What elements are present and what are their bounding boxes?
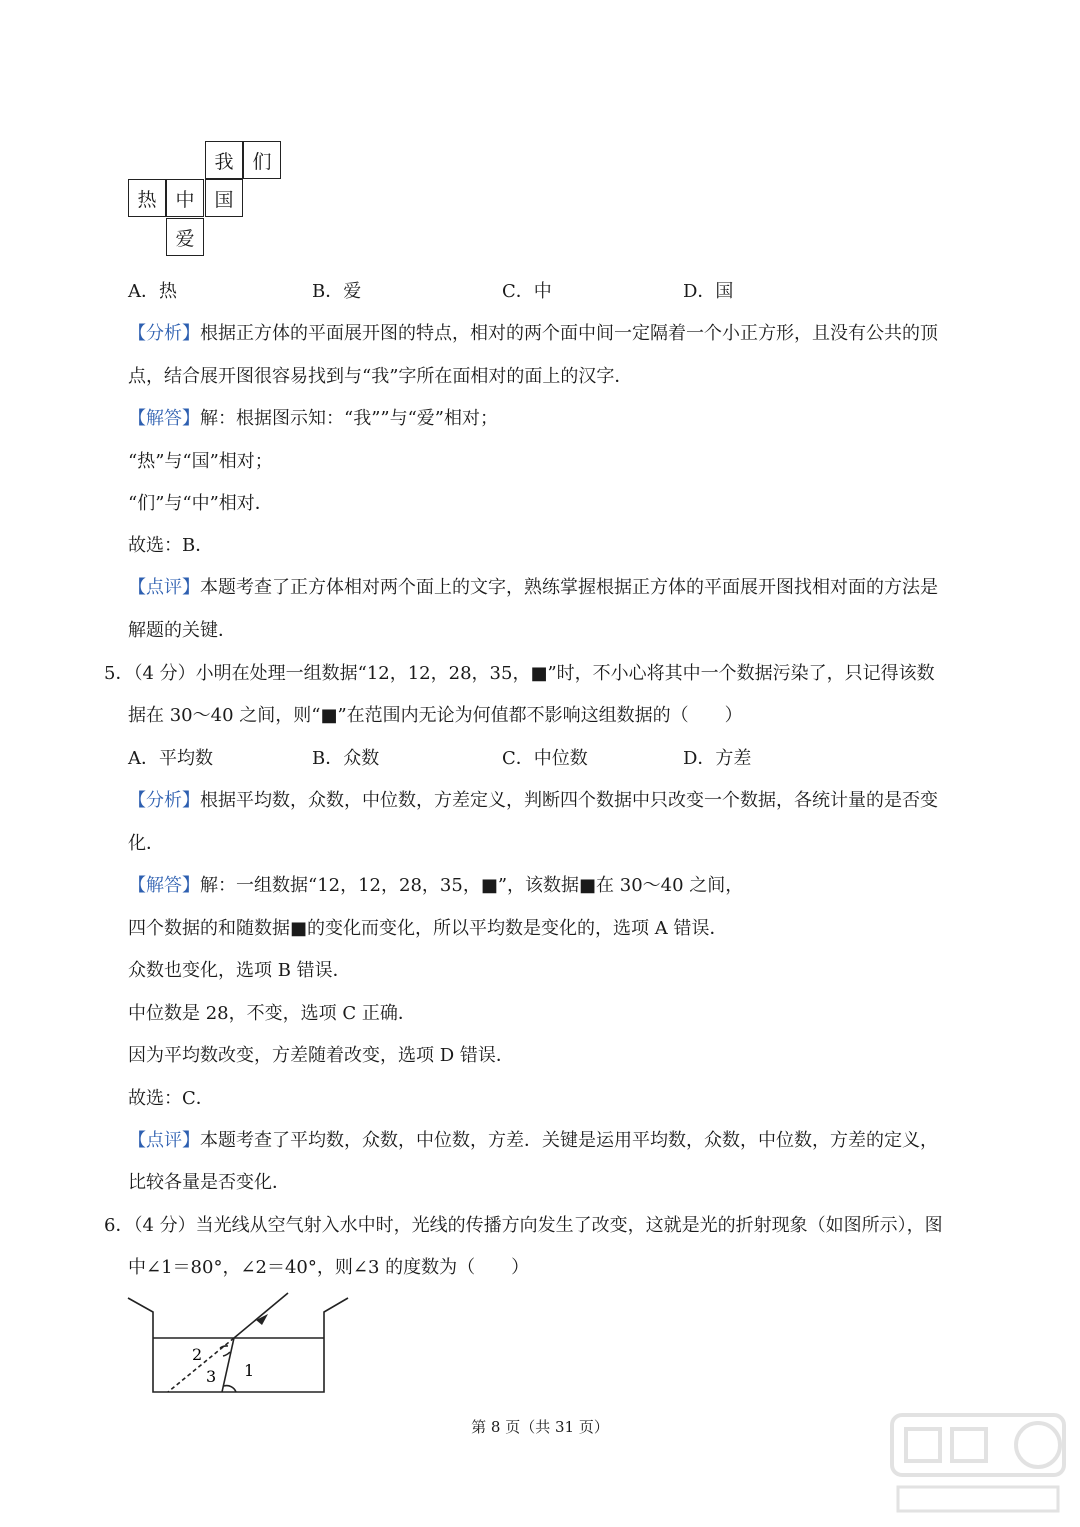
net-cell-ai: 爱 <box>166 218 204 256</box>
q5-option-d: D．方差 <box>683 748 752 769</box>
q5-answer-line-5: 因为平均数改变，方差随着改变，选项 D 错误． <box>128 1045 514 1066</box>
q5-comment-line-2: 比较各量是否变化． <box>128 1172 290 1193</box>
q4-option-d: D．国 <box>683 281 734 302</box>
q6-stem-line-2: 中∠1＝80°，∠2＝40°，则∠3 的度数为（ ） <box>128 1257 530 1278</box>
net-cell-re: 热 <box>128 179 166 217</box>
q5-answer-line-2: 四个数据的和随数据■的变化而变化，所以平均数是变化的，选项 A 错误． <box>128 918 728 939</box>
incident-ray <box>234 1293 288 1338</box>
angle-1-arc <box>224 1386 236 1392</box>
q5-analysis-text: 根据平均数，众数，中位数，方差定义，判断四个数据中只改变一个数据，各统计量的是否变 <box>200 790 938 811</box>
q4-comment-line-2: 解题的关键． <box>128 620 236 641</box>
angle-2-arc <box>223 1352 230 1356</box>
q5-answer-line-3: 众数也变化，选项 B 错误． <box>128 960 351 981</box>
label-angle-3: 3 <box>206 1367 217 1386</box>
q4-analysis-text: 根据正方体的平面展开图的特点，相对的两个面中间一定隔着一个小正方形，且没有公共的顶 <box>200 323 938 344</box>
q5-choice: 故选：C． <box>128 1088 214 1109</box>
net-cell-men: 们 <box>243 141 281 179</box>
q4-answer-text: 解：根据图示知：“我””与“爱”相对； <box>200 408 499 429</box>
net-cell-guo: 国 <box>205 179 243 217</box>
label-angle-2: 2 <box>192 1345 203 1364</box>
q5-option-a: A．平均数 <box>128 748 213 769</box>
answer-tag: 【解答】 <box>128 408 200 429</box>
q5-comment-text: 本题考查了平均数，众数，中位数，方差．关键是运用平均数，众数，中位数，方差的定义， <box>200 1130 938 1151</box>
q4-comment-text: 本题考查了正方体相对两个面上的文字，熟练掌握根据正方体的平面展开图找相对面的方法是 <box>200 577 938 598</box>
comment-tag: 【点评】 <box>128 577 200 598</box>
q4-answer-line-1 <box>128 407 498 431</box>
q4-option-c: C．中 <box>502 281 552 302</box>
q5-answer-line-1 <box>128 874 743 898</box>
q5-stem-line-1: 5．（4 分）小明在处理一组数据“12，12，28，35，■”时，不小心将其中一个数据污染了，只记得该数 <box>104 663 935 684</box>
comment-tag: 【点评】 <box>128 1130 200 1151</box>
container-outline <box>128 1298 348 1392</box>
q4-comment-line-1 <box>128 576 938 600</box>
analysis-tag: 【分析】 <box>128 790 200 811</box>
net-cell-zhong: 中 <box>166 179 204 217</box>
answer-tag: 【解答】 <box>128 875 200 896</box>
analysis-tag: 【分析】 <box>128 323 200 344</box>
q5-answer-line-4: 中位数是 28，不变，选项 C 正确． <box>128 1003 416 1024</box>
q5-option-c: C．中位数 <box>502 748 588 769</box>
refraction-figure <box>120 1290 360 1405</box>
q6-stem-line-1: 6．（4 分）当光线从空气射入水中时，光线的传播方向发生了改变，这就是光的折射现象（如图所示），图 <box>104 1215 943 1236</box>
q5-analysis-line-1 <box>128 789 938 813</box>
q4-option-a: A．热 <box>128 281 177 302</box>
label-angle-1: 1 <box>244 1361 255 1380</box>
q4-answer-line-3: “们”与“中”相对． <box>128 493 273 514</box>
q5-option-b: B．众数 <box>312 748 380 769</box>
q4-answer-line-2: “热”与“国”相对； <box>128 451 273 472</box>
page-footer: 第 8 页（共 31 页） <box>471 1418 609 1436</box>
q5-analysis-line-2: 化． <box>128 833 164 854</box>
q5-stem-line-2: 据在 30～40 之间，则“■”在范围内无论为何值都不影响这组数据的（ ） <box>128 705 743 726</box>
angle-2-arc-inner <box>220 1346 228 1348</box>
q4-option-b: B．爱 <box>312 281 362 302</box>
q5-comment-line-1 <box>128 1129 938 1153</box>
q4-analysis-line-2: 点，结合展开图很容易找到与“我”字所在面相对的面上的汉字． <box>128 366 633 387</box>
q4-choice: 故选：B． <box>128 535 214 556</box>
watermark-logo <box>888 1407 1068 1517</box>
q5-answer-text: 解：一组数据“12，12，28，35，■”，该数据■在 30～40 之间， <box>200 875 744 896</box>
q4-analysis-line-1 <box>128 322 938 346</box>
net-cell-wo: 我 <box>205 141 243 179</box>
